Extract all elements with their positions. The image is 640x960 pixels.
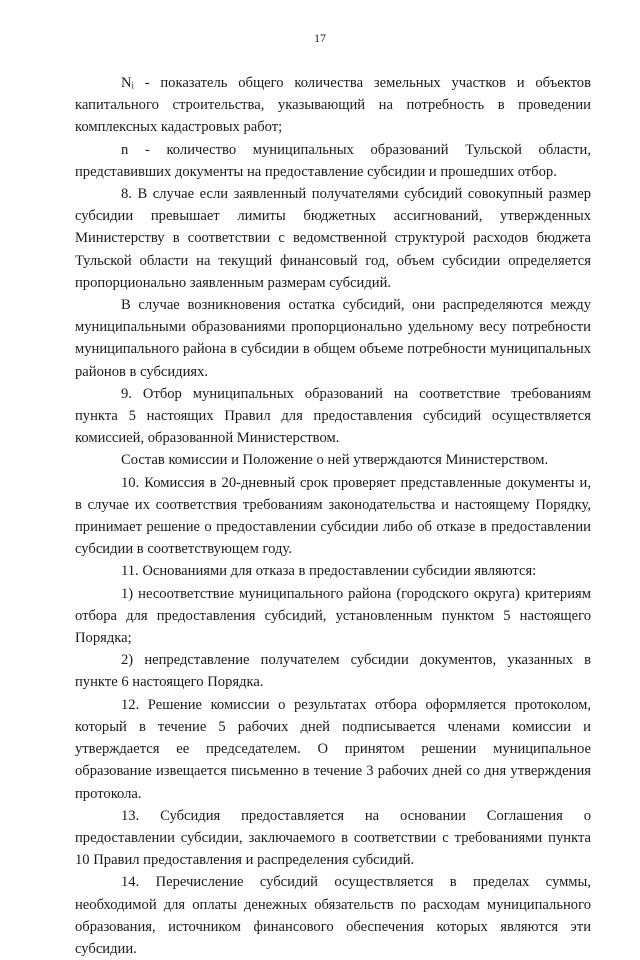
document-body — [75, 72, 591, 960]
paragraph-n-definition: n - количество муниципальных образований Тульской области, представивших документы на предоставление субсидии и прошедших отбор. — [75, 141, 591, 180]
paragraph-11-item-2: 2) непредставление получателем субсидии документов, указанных в пункте 6 настоящего Порядка. — [75, 652, 591, 691]
paragraph-11: 11. Основаниями для отказа в предоставлении субсидии являются: — [121, 563, 537, 580]
paragraph-11-item-1: 1) несоответствие муниципального района (городского округа) критериям отбора для предоставления субсидий, установленным пунктом 5 настоящего Порядка; — [75, 585, 591, 647]
paragraph-9-commission: Состав комиссии и Положение о ней утверждаются Министерством. — [121, 452, 549, 469]
paragraph-9: 9. Отбор муниципальных образований на соответствие требованиям пункта 5 настоящих Правил для предоставления субсидий осуществляется комиссией, образованной Министерством. — [75, 385, 591, 447]
paragraph-8-remainder: В случае возникновения остатка субсидий, они распределяются между муниципальными образованиями пропорционально удельному весу потребности муниципального района в субсидии в общем объеме потребности муниципальных районов в субсидиях. — [75, 297, 591, 380]
paragraph-ni-definition: Nᵢ - показатель общего количества земельных участков и объектов капитального строительства, указывающий на потребность в проведении комплексных кадастровых работ; — [75, 75, 591, 136]
paragraph-8: 8. В случае если заявленный получателями субсидий совокупный размер субсидии превышает лимиты бюджетных ассигнований, утвержденных Министерству в соответствии с ведомственной структурой расходов бюджета Тульской области на текущий финансовый год, объем субсидии определяется пропорционально заявленным размерам субсидий. — [75, 186, 591, 291]
paragraph-14: 14. Перечисление субсидий осуществляется в пределах суммы, необходимой для оплаты денежных обязательств по расходам муниципального образования, источником финансового обеспечения которых являются эти субсидии. — [75, 874, 591, 957]
page-number: 17 — [314, 31, 326, 45]
paragraph-13: 13. Субсидия предоставляется на основании Соглашения о предоставлении субсидии, заключаемого в соответствии с требованиями пункта 10 Правил предоставления и распределения субсидий. — [75, 807, 591, 869]
paragraph-12: 12. Решение комиссии о результатах отбора оформляется протоколом, который в течение 5 рабочих дней подписывается членами комиссии и утверждается ее председателем. О принятом решении муниципальное образование извещается письменно в течение 3 рабочих дней со дня утверждения протокола. — [75, 696, 591, 802]
paragraph-10: 10. Комиссия в 20-дневный срок проверяет представленные документы и, в случае их соответствия требованиям законодательства и настоящему Порядку, принимает решение о предоставлении субсидии либо об отказе в предоставлении субсидии в соответствующем году. — [75, 474, 591, 558]
